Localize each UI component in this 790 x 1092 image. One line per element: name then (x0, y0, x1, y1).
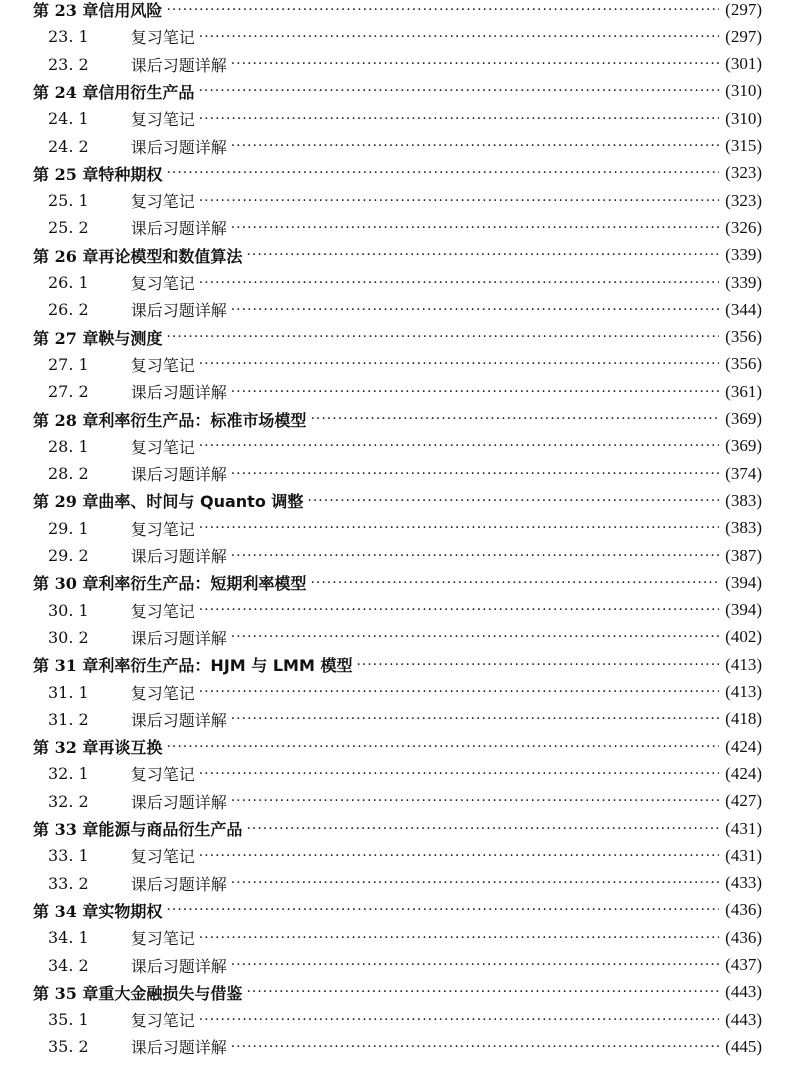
dot-leader (199, 438, 719, 454)
toc-section-entry[interactable] (0, 378, 790, 405)
page-number: (437) (725, 955, 762, 974)
section-number: 30. 2 (48, 627, 89, 647)
page-number: (443) (725, 982, 762, 1002)
section-title: 复习笔记 (130, 1011, 195, 1031)
toc-section-entry[interactable] (0, 1033, 790, 1060)
section-title: 复习笔记 (130, 683, 195, 703)
section-number: 27. 2 (48, 382, 89, 402)
dot-leader (231, 957, 719, 973)
toc-chapter-entry[interactable] (0, 569, 790, 596)
dot-leader (231, 302, 719, 318)
dot-leader (246, 247, 719, 263)
toc-section-entry[interactable] (0, 460, 790, 487)
section-title: 课后习题详解 (130, 547, 227, 566)
toc-section-entry[interactable] (0, 952, 790, 979)
chapter-number: 第 31 章 (33, 656, 99, 676)
section-number: 26. 1 (48, 273, 89, 292)
section-number: 29. 2 (48, 546, 89, 565)
toc-chapter-entry[interactable] (0, 815, 790, 842)
section-number: 25. 2 (48, 218, 89, 238)
section-number: 31. 2 (48, 709, 89, 729)
page-number: (445) (725, 1036, 762, 1056)
page-number: (413) (725, 682, 762, 701)
toc-chapter-entry[interactable] (0, 733, 790, 760)
page-number: (301) (725, 54, 762, 74)
dot-leader (231, 875, 719, 891)
dot-leader (231, 56, 719, 72)
page-number: (297) (725, 26, 762, 46)
toc-chapter-entry[interactable] (0, 406, 790, 433)
section-number: 34. 1 (48, 928, 89, 948)
section-title: 课后习题详解 (130, 956, 227, 976)
chapter-title: 鞅与测度 (98, 328, 163, 348)
dot-leader (166, 165, 719, 181)
page-number: (402) (725, 627, 762, 647)
dot-leader (246, 821, 719, 837)
section-number: 26. 2 (48, 300, 89, 320)
dot-leader (246, 984, 719, 1000)
section-title: 课后习题详解 (130, 792, 227, 812)
page-number: (383) (725, 490, 762, 510)
page-number: (356) (725, 327, 762, 347)
section-number: 23. 2 (48, 54, 89, 74)
toc-section-entry[interactable] (0, 706, 790, 733)
toc-chapter-entry[interactable] (0, 78, 790, 105)
section-title: 课后习题详解 (130, 1038, 227, 1058)
chapter-number: 第 33 章 (33, 820, 99, 839)
page-number: (356) (725, 354, 762, 374)
toc-section-entry[interactable] (0, 924, 790, 951)
dot-leader (166, 739, 719, 755)
page-number: (297) (725, 0, 762, 19)
dot-leader (199, 602, 719, 618)
chapter-title: 利率衍生产品：HJM 与 LMM 模型 (98, 656, 353, 676)
chapter-title: 利率衍生产品：短期利率模型 (98, 574, 307, 594)
section-title: 课后习题详解 (130, 301, 227, 321)
dot-leader (199, 684, 719, 700)
chapter-number: 第 27 章 (33, 328, 99, 348)
section-number: 35. 1 (48, 1010, 89, 1030)
section-number: 25. 1 (48, 191, 89, 211)
page-number: (431) (725, 818, 762, 838)
chapter-number: 第 34 章 (33, 901, 99, 921)
chapter-title: 实物期权 (98, 901, 163, 921)
page-number: (383) (725, 518, 762, 538)
toc-chapter-entry[interactable] (0, 979, 790, 1006)
section-title: 复习笔记 (130, 437, 195, 457)
page-number: (369) (725, 409, 762, 428)
toc-section-entry[interactable] (0, 1006, 790, 1033)
section-title: 课后习题详解 (130, 219, 227, 239)
section-title: 课后习题详解 (130, 55, 227, 75)
toc-section-entry[interactable] (0, 515, 790, 542)
dot-leader (199, 1012, 719, 1028)
toc-section-entry[interactable] (0, 214, 790, 241)
section-number: 33. 1 (48, 846, 89, 866)
section-title: 课后习题详解 (130, 137, 227, 157)
dot-leader (166, 329, 719, 345)
page-number: (436) (725, 900, 762, 920)
toc-section-entry[interactable] (0, 51, 790, 78)
dot-leader (307, 493, 719, 509)
chapter-title: 曲率、时间与 Quanto 调整 (98, 492, 304, 512)
page-number: (315) (725, 136, 762, 155)
section-title: 复习笔记 (130, 28, 195, 48)
chapter-number: 第 30 章 (33, 574, 99, 594)
section-title: 复习笔记 (130, 110, 195, 130)
page-number: (431) (725, 845, 762, 865)
toc-chapter-entry[interactable] (0, 160, 790, 187)
section-number: 28. 1 (48, 436, 89, 456)
dot-leader (310, 575, 719, 591)
toc-section-entry[interactable] (0, 542, 790, 569)
section-number: 32. 2 (48, 791, 89, 811)
section-title: 复习笔记 (130, 274, 195, 293)
page-number: (374) (725, 463, 762, 483)
section-number: 33. 2 (48, 873, 89, 893)
chapter-title: 信用风险 (98, 1, 163, 20)
dot-leader (199, 848, 719, 864)
section-title: 课后习题详解 (130, 874, 227, 894)
page-number: (418) (725, 709, 762, 729)
section-number: 28. 2 (48, 464, 89, 484)
toc-section-entry[interactable] (0, 433, 790, 460)
toc-section-entry[interactable] (0, 105, 790, 132)
chapter-title: 特种期权 (98, 164, 163, 184)
section-number: 24. 1 (48, 109, 89, 129)
page-number: (326) (725, 217, 762, 237)
toc-section-entry[interactable] (0, 351, 790, 378)
toc-section-entry[interactable] (0, 788, 790, 815)
toc-section-entry[interactable] (0, 760, 790, 787)
dot-leader (166, 2, 719, 18)
chapter-number: 第 28 章 (33, 410, 99, 430)
section-title: 课后习题详解 (130, 710, 227, 730)
dot-leader (231, 548, 719, 564)
chapter-number: 第 35 章 (33, 983, 99, 1003)
section-number: 32. 1 (48, 764, 89, 784)
dot-leader (231, 711, 719, 727)
toc-section-entry[interactable] (0, 870, 790, 897)
section-title: 课后习题详解 (130, 383, 227, 403)
chapter-title: 重大金融损失与借鉴 (98, 983, 243, 1003)
page-number: (424) (725, 736, 762, 756)
section-number: 35. 2 (48, 1037, 89, 1057)
page-number: (339) (725, 245, 762, 265)
section-title: 复习笔记 (130, 929, 195, 949)
section-number: 31. 1 (48, 682, 89, 702)
dot-leader (166, 902, 719, 918)
dot-leader (199, 29, 719, 45)
section-number: 34. 2 (48, 955, 89, 975)
toc-section-entry[interactable] (0, 296, 790, 323)
toc-section-entry[interactable] (0, 269, 790, 296)
section-title: 课后习题详解 (130, 628, 227, 648)
chapter-number: 第 32 章 (33, 738, 99, 758)
chapter-number: 第 24 章 (33, 82, 99, 102)
dot-leader (199, 520, 719, 536)
dot-leader (231, 138, 719, 154)
section-number: 29. 1 (48, 518, 89, 538)
section-title: 复习笔记 (130, 847, 195, 867)
toc-chapter-entry[interactable] (0, 651, 790, 678)
toc-section-entry[interactable] (0, 597, 790, 624)
toc-section-entry[interactable] (0, 624, 790, 651)
toc-chapter-entry[interactable] (0, 242, 790, 269)
dot-leader (231, 793, 719, 809)
page-number: (436) (725, 927, 762, 947)
section-title: 复习笔记 (130, 765, 195, 785)
section-number: 30. 1 (48, 600, 89, 620)
dot-leader (199, 275, 719, 291)
section-title: 复习笔记 (130, 192, 195, 212)
toc-section-entry[interactable] (0, 23, 790, 50)
page-number: (387) (725, 545, 762, 565)
chapter-number: 第 25 章 (33, 164, 99, 184)
dot-leader (199, 766, 719, 782)
section-title: 复习笔记 (130, 601, 195, 621)
page-number: (443) (725, 1009, 762, 1029)
page-number: (369) (725, 436, 762, 456)
dot-leader (199, 111, 719, 127)
dot-leader (356, 657, 719, 673)
page-number: (427) (725, 791, 762, 811)
section-title: 课后习题详解 (130, 465, 227, 485)
toc-section-entry[interactable] (0, 842, 790, 869)
dot-leader (310, 411, 719, 427)
toc-section-entry[interactable] (0, 679, 790, 706)
chapter-title: 再论模型和数值算法 (98, 246, 243, 266)
section-number: 24. 2 (48, 136, 89, 156)
section-number: 23. 1 (48, 27, 89, 47)
page-number: (339) (725, 272, 762, 292)
chapter-title: 能源与商品衍生产品 (98, 820, 243, 839)
chapter-number: 第 29 章 (33, 492, 99, 512)
page-number: (394) (725, 600, 762, 620)
section-title: 复习笔记 (130, 519, 195, 539)
dot-leader (231, 466, 719, 482)
section-title: 复习笔记 (130, 355, 195, 375)
page-number: (433) (725, 873, 762, 893)
chapter-title: 利率衍生产品：标准市场模型 (98, 410, 307, 430)
page-number: (361) (725, 381, 762, 401)
dot-leader (231, 1039, 719, 1055)
section-number: 27. 1 (48, 354, 89, 374)
dot-leader (199, 930, 719, 946)
toc-chapter-entry[interactable] (0, 324, 790, 351)
page-number: (413) (725, 654, 762, 674)
chapter-number: 第 23 章 (33, 1, 99, 20)
toc-chapter-entry[interactable] (0, 0, 790, 23)
toc-section-entry[interactable] (0, 187, 790, 214)
chapter-title: 再谈互换 (98, 738, 163, 758)
dot-leader (231, 384, 719, 400)
toc-section-entry[interactable] (0, 133, 790, 160)
page-number: (310) (725, 108, 762, 128)
page-number: (323) (725, 190, 762, 210)
page-number: (394) (725, 572, 762, 592)
page-number: (344) (725, 299, 762, 319)
dot-leader (199, 356, 719, 372)
dot-leader (198, 83, 719, 99)
dot-leader (199, 193, 719, 209)
toc-chapter-entry[interactable] (0, 897, 790, 924)
dot-leader (231, 629, 719, 645)
page-number: (424) (725, 763, 762, 783)
page-number: (310) (725, 81, 762, 101)
dot-leader (231, 220, 719, 236)
chapter-title: 信用衍生产品 (98, 82, 195, 102)
toc-chapter-entry[interactable] (0, 487, 790, 514)
page-number: (323) (725, 163, 762, 183)
chapter-number: 第 26 章 (33, 246, 99, 266)
